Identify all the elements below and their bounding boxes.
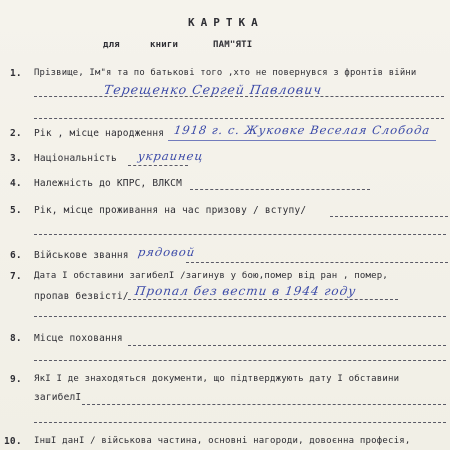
- fill-line: [330, 216, 448, 217]
- field-label-death-note: загибелІ: [34, 392, 82, 403]
- field-number: 7.: [10, 271, 22, 282]
- fill-line: [128, 165, 188, 166]
- field-label-full-name: Прізвище, Ім"я та по батькові того ,хто не повернувся з фронтів війни: [34, 68, 417, 78]
- field-number: 6.: [10, 250, 22, 261]
- field-label-residence: Рік, місце проживання на час призову / вступу/: [34, 205, 307, 216]
- fill-line: [128, 345, 446, 346]
- fill-line: [34, 234, 446, 235]
- fill-line: [34, 316, 446, 317]
- field-label-missing: пропав безвісті/: [34, 291, 129, 302]
- field-number: 4.: [10, 178, 22, 189]
- card-subtitle-book: книги: [150, 40, 179, 50]
- field-number: 10.: [4, 436, 22, 447]
- field-label-documents: ЯкІ І де знаходяться документи, що підтверджують дату І обставини: [34, 374, 400, 384]
- field-label-rank: Військове звання: [34, 250, 129, 261]
- fill-line: [34, 96, 444, 97]
- field-number: 9.: [10, 374, 22, 385]
- fill-line: [34, 118, 444, 119]
- fill-line: [82, 404, 446, 405]
- field-label-party: Належність до КПРС, ВЛКСМ: [34, 178, 182, 189]
- handwritten-nationality: украинец: [137, 149, 205, 163]
- field-number: 1.: [10, 68, 22, 79]
- field-label-burial: Місце поховання: [34, 333, 123, 344]
- handwritten-death: Пропал без вести в 1944 году: [134, 284, 358, 298]
- fill-line: [128, 299, 398, 300]
- fill-line: [190, 189, 370, 190]
- field-number: 8.: [10, 333, 22, 344]
- field-label-death: Дата І обставини загибелІ /загинув у бою,помер від ран , помер,: [34, 271, 388, 281]
- fill-line: [34, 360, 446, 361]
- field-number: 2.: [10, 128, 22, 139]
- field-number: 5.: [10, 205, 22, 216]
- field-number: 3.: [10, 153, 22, 164]
- handwritten-name: Терещенко Сергей Павлович: [102, 82, 324, 97]
- handwritten-rank: рядовой: [137, 245, 197, 259]
- field-label-other: ІншІ данІ / військова частина, основні нагороди, довоєнна професія,: [34, 436, 411, 446]
- fill-line: [186, 262, 448, 263]
- field-label-nationality: Національність: [34, 153, 117, 164]
- ink-underline: [168, 140, 436, 141]
- card-title: КАРТКА: [188, 16, 264, 29]
- field-label-birth: Рік , місце народження: [34, 128, 165, 139]
- handwritten-birth: 1918 г. с. Жуковке Веселая Слобода: [173, 123, 432, 137]
- fill-line: [34, 422, 446, 423]
- card-subtitle-for: для: [103, 40, 120, 50]
- card-subtitle-memory: ПАМ"ЯТІ: [213, 40, 253, 50]
